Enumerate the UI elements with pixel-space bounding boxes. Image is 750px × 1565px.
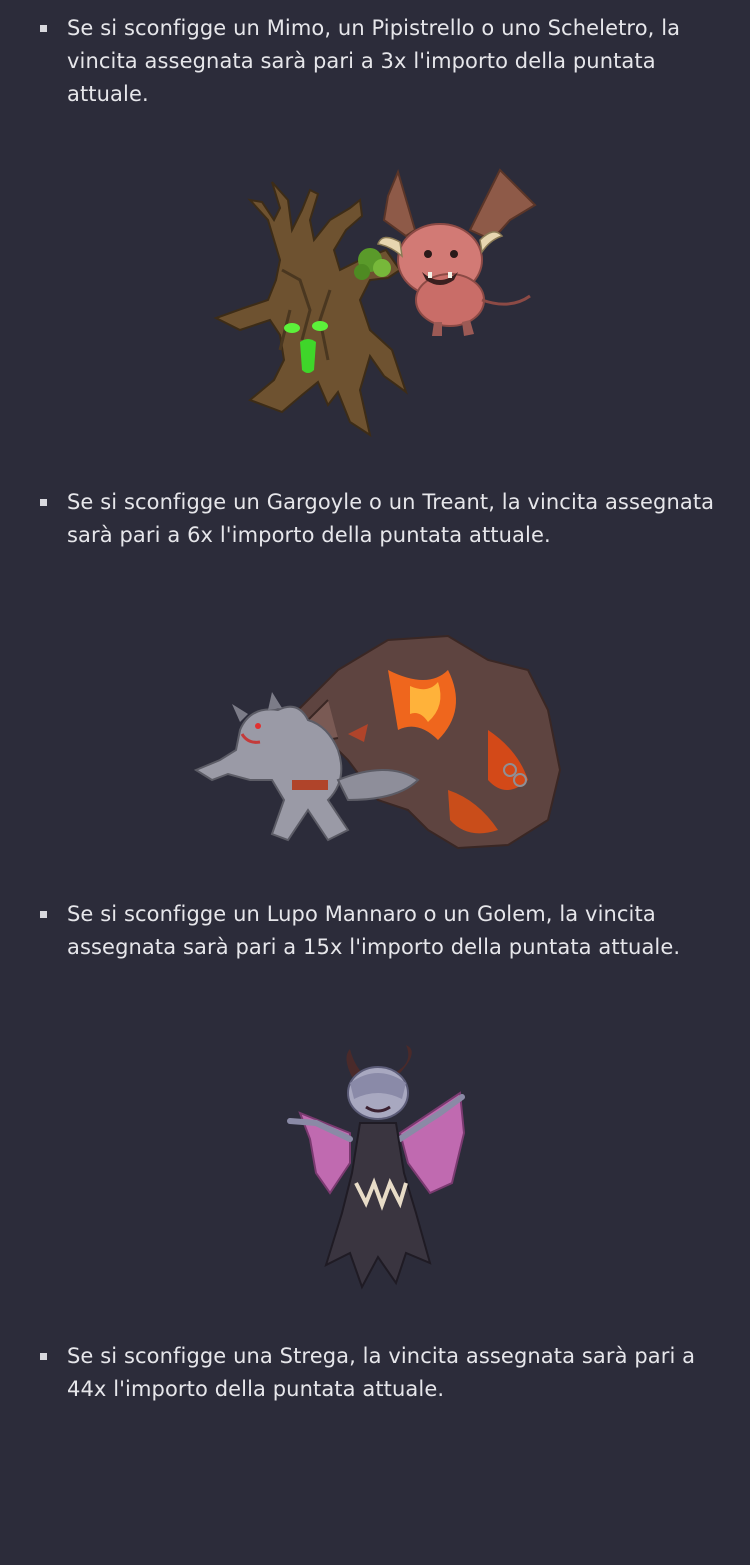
rule-text: Se si sconfigge un Gargoyle o un Treant, la vincita assegnata sarà pari a 6x l'importo della puntata attuale.: [67, 490, 715, 547]
bullet-marker: [40, 499, 47, 506]
rule-text: Se si sconfigge un Lupo Mannaro o un Golem, la vincita assegnata sarà pari a 15x l'importo della puntata attuale.: [67, 902, 681, 959]
rule-item-6x: [40, 486, 720, 552]
bullet-marker: [40, 1353, 47, 1360]
treant-gargoyle-illustration: [210, 160, 540, 445]
rule-text: Se si sconfigge una Strega, la vincita assegnata sarà pari a 44x l'importo della puntata attuale.: [67, 1344, 696, 1401]
witch-figure: [290, 1045, 464, 1287]
rule-text: Se si sconfigge un Mimo, un Pipistrello o uno Scheletro, la vincita assegnata sarà pari a 3x l'importo della puntata attuale.: [67, 16, 681, 106]
bullet-marker: [40, 911, 47, 918]
rule-item-15x: [40, 898, 720, 964]
rule-item-44x: [40, 1340, 720, 1406]
bullet-marker: [40, 25, 47, 32]
werewolf-golem-illustration: [188, 630, 568, 855]
witch-illustration: [280, 1043, 475, 1293]
treant-figure: [216, 182, 406, 435]
gargoyle-figure: [378, 170, 535, 336]
rule-item-3x: [40, 12, 720, 111]
